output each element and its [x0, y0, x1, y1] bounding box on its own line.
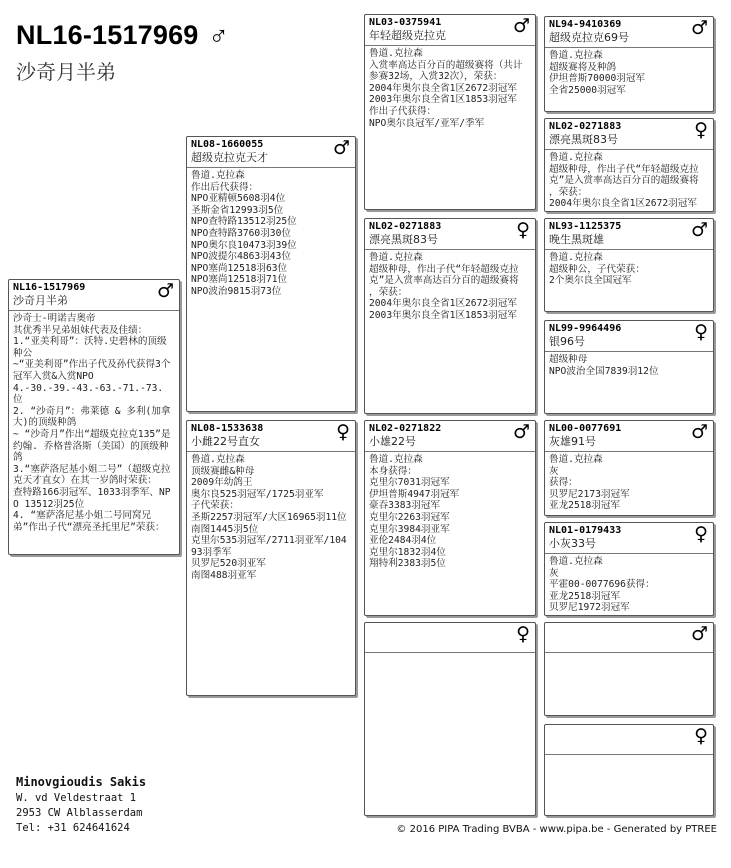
pigeon-card-sire-sire[interactable]	[364, 14, 536, 210]
owner-address-line1: W. vd Veldestraat 1	[16, 792, 137, 804]
female-icon: ♀	[516, 623, 530, 645]
pigeon-description: 鲁道.克拉森 顶级赛雌&种母 2009年幼鸽王 奥尔良525羽冠军/1725羽亚军 子代荣获： 圣斯2257羽冠军/大区16965羽11位 南图1445羽5位 克里尔535羽冠军/2711羽亚军/10493羽季军 贝罗尼520羽亚军 南图488羽亚军	[191, 454, 347, 581]
pigeon-card-sire[interactable]	[186, 136, 356, 412]
card-header	[365, 421, 535, 452]
card-header	[187, 421, 355, 452]
owner-phone: Tel: +31 624641624	[16, 822, 130, 834]
pigeon-card-sd-dam[interactable]	[544, 320, 714, 414]
female-icon: ♀	[516, 219, 530, 241]
male-icon: ♂	[690, 219, 708, 241]
card-header	[365, 15, 535, 46]
pigeon-name: 晚生黑斑雄	[549, 233, 604, 246]
male-icon: ♂	[208, 20, 229, 50]
pigeon-name: 超级克拉克天才	[191, 151, 268, 164]
ring-number: NL93-1125375	[549, 221, 622, 232]
ring-number: NL08-1660055	[191, 139, 264, 150]
ring-number: NL99-9964496	[549, 323, 622, 334]
pigeon-card-sd-sire[interactable]	[544, 218, 714, 312]
female-icon: ♀	[694, 321, 708, 343]
ring-number: NL01-0179433	[549, 525, 622, 536]
pigeon-description: 鲁道.克拉森 超级种母，作出子代“年轻超级克拉克”是入赏率高达百分百的超级赛将 ，荣获： 2004年奥尔良全省1区2672羽冠军	[549, 152, 699, 210]
ring-number: NL03-0375941	[369, 17, 442, 28]
pigeon-description: 鲁道.克拉森 灰 平霍00-0077696获得： 亚龙2518羽冠军 贝罗尼1972羽冠军	[549, 556, 655, 614]
male-icon: ♂	[512, 421, 530, 443]
owner-address-line2: 2953 CW Alblasserdam	[16, 807, 143, 819]
pigeon-description: 鲁道.克拉森 超级种母，作出子代“年轻超级克拉克”是入赏率高达百分百的超级赛将 ，荣获： 2004年奥尔良全省1区2672羽冠军 2003年奥尔良全省1区1853羽冠军	[369, 252, 519, 321]
ring-number: NL00-0077691	[549, 423, 622, 434]
card-header	[545, 219, 713, 250]
pigeon-card-sire-dam[interactable]	[364, 218, 536, 414]
female-icon: ♀	[694, 119, 708, 141]
card-header	[365, 623, 535, 653]
card-header	[187, 137, 355, 168]
pigeon-card-dam-sire[interactable]	[364, 420, 536, 616]
male-icon: ♂	[690, 17, 708, 39]
pigeon-description: 超级种母 NPO波治全国7839羽12位	[549, 354, 659, 377]
pigeon-card-dam-dam[interactable]	[364, 622, 536, 816]
card-header	[545, 119, 713, 150]
title-ring: NL16-1517969	[16, 20, 199, 50]
pigeon-description: 沙奇士-明诺吉奥帝 其优秀半兄弟姐妹代表及佳绩： 1.“亚美利哥”：沃特.史碧林的顶级种公 ~“亚美利哥”作出子代及孙代获得3个冠军入赏&入赏NPO 4.-30.-39.-43.-63.-71.-73. 位 2. “沙奇月”：弗莱德 & 多利(加拿大)的顶级种鸽 ~ “沙奇月”作出“超级克拉克135”是约翰. 乔格普洛斯（美国）的顶级种鸽 3.“塞萨洛尼基小姐二号”（超级克拉克天才直女）在其一岁鸽时荣获： 查特路166羽冠军、1033羽季军、NPO 13512羽25位 4. “塞萨洛尼基小姐二号同窝兄弟”作出子代“漂亮圣托里尼”荣获：	[13, 313, 171, 533]
male-icon: ♂	[156, 280, 174, 302]
pigeon-card-ss-dam[interactable]	[544, 118, 714, 212]
pigeon-card-subject[interactable]	[8, 279, 180, 555]
pigeon-name: 漂亮黑斑83号	[369, 233, 438, 246]
pigeon-description: 鲁道.克拉森 入赏率高达百分百的超级赛将（共计参赛32场，入赏32次），荣获： 2004年奥尔良全省1区2672羽冠军 2003年奥尔良全省1区1853羽冠军 作出子代获得： NPO奥尔良冠军/亚军/季军	[369, 48, 523, 129]
card-header	[545, 623, 713, 653]
pigeon-description	[545, 653, 713, 657]
card-header	[545, 725, 713, 755]
ring-number: NL08-1533638	[191, 423, 264, 434]
ring-number: NL16-1517969	[13, 282, 86, 293]
card-header	[545, 17, 713, 48]
male-icon: ♂	[332, 137, 350, 159]
pigeon-name: 灰雄91号	[549, 435, 596, 448]
pigeon-card-dam[interactable]	[186, 420, 356, 696]
pigeon-card-ss-sire[interactable]	[544, 16, 714, 112]
ring-number: NL94-9410369	[549, 19, 622, 30]
pigeon-description: 鲁道.克拉森 超级赛将及种鸽 伊坦普斯70000羽冠军 全省25000羽冠军	[549, 50, 646, 96]
pigeon-description	[545, 755, 713, 759]
pigeon-description	[365, 653, 535, 657]
pigeon-card-ds-sire[interactable]	[544, 420, 714, 516]
card-header	[545, 523, 713, 554]
pigeon-description: 鲁道.克拉森 作出后代获得： NPO亚精顿5608羽4位 圣斯金省12993羽5位 NPO查特路13512羽25位 NPO查特路3760羽30位 NPO奥尔良10473羽39位 NPO波提尔4863羽43位 NPO塞尚12518羽63位 NPO塞尚12518羽71位 NPO波治9815羽73位	[191, 170, 297, 297]
pigeon-name: 小雄22号	[369, 435, 416, 448]
owner-info	[16, 774, 146, 836]
male-icon: ♂	[690, 421, 708, 443]
footer-credit: © 2016 PIPA Trading BVBA - www.pipa.be - Generated by PTREE	[396, 824, 717, 835]
female-icon: ♀	[694, 523, 708, 545]
male-icon: ♂	[512, 15, 530, 37]
card-header	[545, 421, 713, 452]
pigeon-card-dd-dam[interactable]	[544, 724, 714, 816]
page-title	[16, 20, 229, 51]
pigeon-card-dd-sire[interactable]	[544, 622, 714, 716]
pigeon-name: 超级克拉克69号	[549, 31, 629, 44]
male-icon: ♂	[690, 623, 708, 645]
card-header	[545, 321, 713, 352]
pigeon-name: 小灰33号	[549, 537, 596, 550]
pigeon-description: 鲁道.克拉森 本身获得： 克里尔7031羽冠军 伊坦普斯4947羽冠军 豪吞3383羽冠军 克里尔2263羽冠军 克里尔3984羽亚军 亚伦2484羽4位 克里尔1832羽4位 翔特利2383羽5位	[369, 454, 460, 570]
pigeon-name: 年轻超级克拉克	[369, 29, 446, 42]
pigeon-name: 银96号	[549, 335, 585, 348]
card-header	[365, 219, 535, 250]
card-header	[9, 280, 179, 311]
ring-number: NL02-0271883	[549, 121, 622, 132]
owner-name: Minovgioudis Sakis	[16, 775, 147, 789]
pigeon-name: 沙奇月半弟	[13, 294, 68, 307]
ring-number: NL02-0271883	[369, 221, 442, 232]
pigeon-name: 小雌22号直女	[191, 435, 260, 448]
female-icon: ♀	[336, 421, 350, 443]
pigeon-description: 鲁道.克拉森 灰 获得： 贝罗尼2173羽冠军 亚龙2518羽冠军	[549, 454, 630, 512]
pigeon-description: 鲁道.克拉森 超级种公，子代荣获： 2个奥尔良全国冠军	[549, 252, 645, 287]
female-icon: ♀	[694, 725, 708, 747]
page-subtitle: 沙奇月半弟	[16, 60, 116, 84]
pigeon-card-ds-dam[interactable]	[544, 522, 714, 616]
pigeon-name: 漂亮黑斑83号	[549, 133, 618, 146]
ring-number: NL02-0271822	[369, 423, 442, 434]
